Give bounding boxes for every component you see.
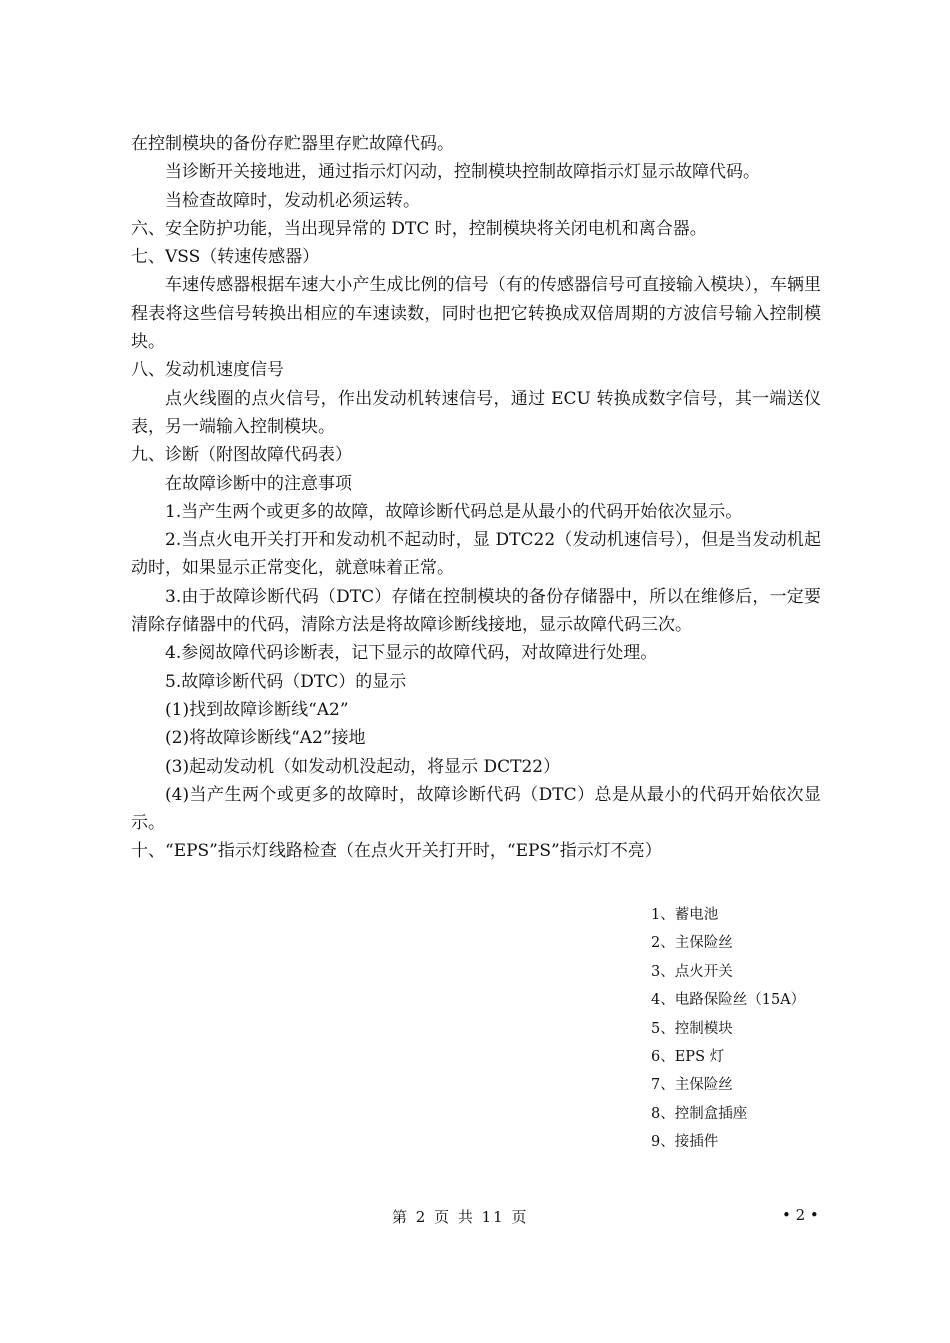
paragraph: 九、诊断（附图故障代码表） [131, 445, 352, 466]
paragraph: 六、安全防护功能，当出现异常的 DTC 时，控制模块将关闭电机和离合器。 [131, 218, 707, 239]
paragraph: (1)找到故障诊断线“A2” [165, 699, 349, 720]
legend-item: 8、控制盒插座 [651, 1105, 748, 1122]
paragraph: 在故障诊断中的注意事项 [165, 473, 352, 494]
paragraph: 车速传感器根据车速大小产生成比例的信号（有的传感器信号可直接输入模块），车辆里程表将这些信号转换出相应的车速读数，同时也把它转换成双倍周期的方波信号输入控制模块。 [131, 275, 821, 353]
paragraph: 当诊断开关接地进，通过指示灯闪动，控制模块控制故障指示灯显示故障代码。 [165, 162, 760, 183]
paragraph: 七、VSS（转速传感器） [131, 247, 320, 268]
legend-item: 5、控制模块 [651, 1020, 733, 1037]
paragraph: 3.由于故障诊断代码（DTC）存储在控制模块的备份存储器中，所以在维修后，一定要清除存储器中的代码，清除方法是将故障诊断线接地，显示故障代码三次。 [131, 586, 821, 636]
paragraph: 2.当点火电开关打开和发动机不起动时，显 DTC22（发动机速信号），但是当发动机起动时，如果显示正常变化，就意味着正常。 [131, 530, 821, 579]
legend-item: 2、主保险丝 [651, 935, 733, 952]
paragraph: 点火线圈的点火信号，作出发动机转速信号，通过 ECU 转换成数字信号，其一端送仪表，另一端输入控制模块。 [131, 388, 821, 437]
paragraph: 八、发动机速度信号 [131, 360, 284, 381]
legend-item: 3、点火开关 [651, 963, 733, 980]
paragraph: 1.当产生两个或更多的故障，故障诊断代码总是从最小的代码开始依次显示。 [165, 501, 743, 522]
paragraph: 当检查故障时，发动机必须运转。 [165, 190, 420, 211]
paragraph: (4)当产生两个或更多的故障时，故障诊断代码（DTC）总是从最小的代码开始依次显示。 [131, 784, 821, 834]
paragraph: 4.参阅故障代码诊断表，记下显示的故障代码，对故障进行处理。 [165, 643, 658, 664]
legend-item: 9、接插件 [651, 1134, 719, 1151]
page-number-mark: • 2 • [782, 1206, 819, 1224]
paragraph: (2)将故障诊断线“A2”接地 [165, 728, 366, 749]
paragraph: 5.故障诊断代码（DTC）的显示 [165, 671, 407, 692]
legend-item: 4、电路保险丝（15A） [651, 992, 806, 1009]
body-text [131, 130, 821, 866]
diagram-legend [651, 901, 851, 1157]
page-footer-info: 第 2 页 共 11 页 [392, 1208, 529, 1226]
legend-item: 1、蓄电池 [651, 907, 719, 923]
legend-item: 6、EPS 灯 [651, 1049, 725, 1066]
paragraph: 在控制模块的备份存贮器里存贮故障代码。 [131, 134, 454, 154]
paragraph: (3)起动发动机（如发动机没起动，将显示 DCT22） [165, 756, 561, 777]
paragraph: 十、“EPS”指示灯线路检查（在点火开关打开时，“EPS”指示灯不亮） [131, 841, 662, 862]
legend-item: 7、主保险丝 [651, 1077, 733, 1094]
